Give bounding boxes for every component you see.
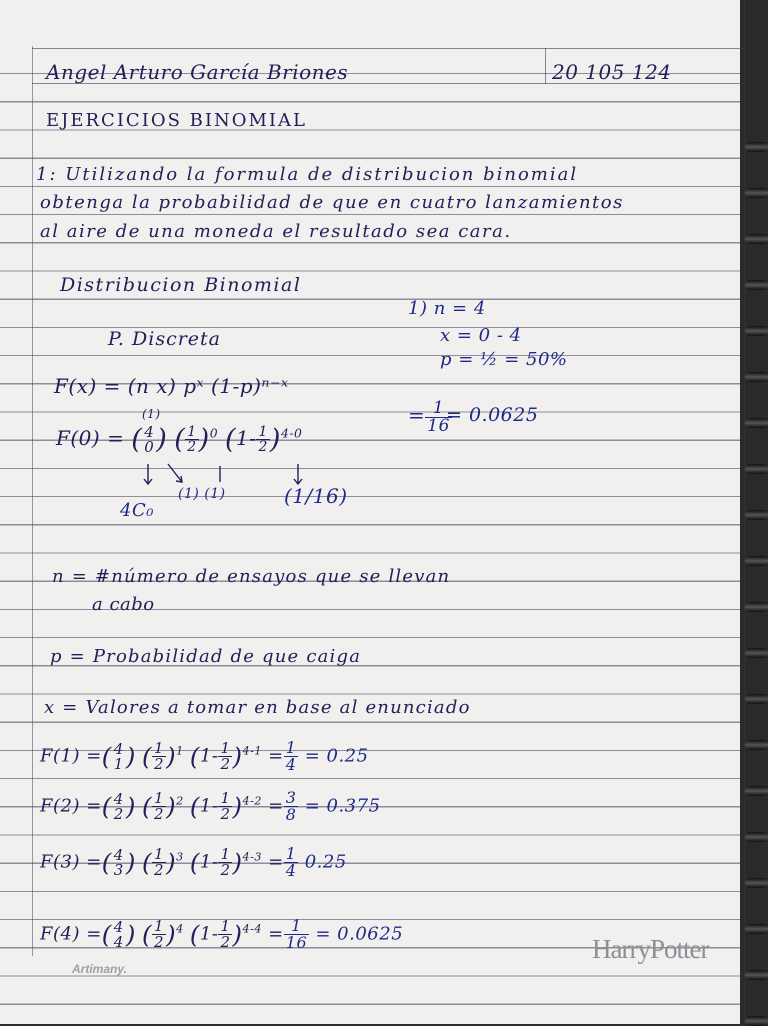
calc-denominator: 4	[285, 755, 297, 774]
calc-result: = 0.0625	[315, 923, 404, 945]
calc-p-exp: 3	[176, 850, 184, 864]
calc-q-exp: 4-4	[242, 922, 262, 936]
definition-n: n = #número de ensayos que se llevan	[52, 566, 451, 587]
harry-potter-logo: HarryPotter	[592, 934, 709, 964]
calc-row: F(1) =( 4 1 ) ( $\frac{1}{2}$ )$^1$ (1- $\frac{1}{2}$ )$^{4-1}$ = $\frac{1}{4}$ = 0.25	[40, 738, 369, 774]
calc-numerator: 1	[284, 918, 309, 935]
spiral-ring	[745, 1016, 768, 1026]
calc-lhs: F(1) =	[40, 745, 102, 767]
calc-c-top: 4	[113, 845, 124, 864]
calc-c-bot: 1	[113, 754, 124, 773]
definition-x: x = Valores a tomar en base al enunciado	[44, 697, 471, 718]
calc-c-bot: 3	[113, 860, 124, 879]
f0-ones-note: (1) (1)	[178, 486, 226, 502]
spiral-ring	[745, 602, 768, 612]
calc-numerator: 1	[285, 844, 297, 863]
student-id: 20 105 124	[552, 60, 672, 84]
calc-row: F(3) =( 4 3 ) ( $\frac{1}{2}$ )$^3$ (1- $\frac{1}{2}$ )$^{4-3}$ = $\frac{1}{4}$ 0.25	[40, 844, 347, 880]
calc-numerator: 1	[285, 738, 297, 757]
spiral-ring	[745, 234, 768, 244]
calc-c-top: 4	[113, 917, 124, 936]
f0-label: F(0) =	[56, 426, 125, 450]
f0-fraction: = $\frac{1}{16}$	[408, 398, 450, 436]
given-x: x = 0 - 4	[440, 325, 522, 346]
calc-q-exp: 4-2	[242, 794, 262, 808]
f0-numerator: 1	[425, 400, 452, 418]
spiral-ring	[745, 786, 768, 796]
student-name: Angel Arturo García Briones	[46, 60, 349, 84]
spiral-ring	[745, 142, 768, 152]
general-formula: F(x) = (n x) pˣ (1-p)ⁿ⁻ˣ	[54, 374, 289, 398]
spiral-ring	[745, 510, 768, 520]
calc-q-exp: 4-3	[242, 850, 262, 864]
spiral-ring	[745, 924, 768, 934]
f0-small-note: (1)	[142, 407, 161, 421]
problem-line-2: obtenga la probabilidad de que en cuatro lanzamientos	[40, 192, 624, 213]
definition-n-cont: a cabo	[92, 594, 155, 615]
calc-denominator: 16	[285, 933, 308, 952]
f0-lhs: F(0) = ( 4 0 ) ( $\frac{1}{2}$ )$^0$ (1- $\frac{1}{2}$ )$^{4-0}$	[56, 422, 303, 456]
spiral-ring	[745, 326, 768, 336]
f0-combination-note: 4C₀	[120, 500, 154, 521]
spiral-ring	[745, 740, 768, 750]
calc-p-exp: 1	[176, 744, 184, 758]
f0-arrows	[140, 462, 320, 492]
spiral-ring	[745, 372, 768, 382]
calc-result: = 0.375	[304, 795, 381, 817]
spiral-ring	[745, 970, 768, 980]
page-subject: EJERCICIOS BINOMIAL	[46, 110, 307, 131]
calc-result: 0.25	[304, 851, 347, 873]
spiral-ring	[745, 280, 768, 290]
calc-numerator: 3	[285, 788, 297, 807]
calc-p-exp: 2	[176, 794, 184, 808]
calc-denominator: 4	[285, 861, 297, 880]
calc-row: F(4) =( 4 4 ) ( $\frac{1}{2}$ )$^4$ (1- $\frac{1}{2}$ )$^{4-4}$ = $\frac{1}{16}$ = 0.0625	[40, 916, 404, 952]
calc-c-bot: 2	[113, 804, 124, 823]
f0-sixteenth-note: (1/16)	[284, 484, 348, 508]
spiral-ring	[745, 648, 768, 658]
calc-denominator: 8	[285, 805, 297, 824]
calc-result: = 0.25	[304, 745, 369, 767]
calc-c-bot: 4	[113, 932, 124, 951]
calc-lhs: F(3) =	[40, 851, 102, 873]
definition-p: p = Probabilidad de que caiga	[50, 646, 362, 667]
calc-lhs: F(4) =	[40, 923, 102, 945]
f0-result: = 0.0625	[446, 404, 539, 426]
spiral-ring	[745, 878, 768, 888]
problem-line-1: 1: Utilizando la formula de distribucion binomial	[36, 164, 579, 185]
spiral-ring	[745, 188, 768, 198]
artimany-watermark: Artimany.	[72, 962, 127, 976]
spiral-ring	[745, 832, 768, 842]
spiral-ring	[745, 418, 768, 428]
calc-q-exp: 4-1	[242, 744, 262, 758]
section-title: Distribucion Binomial	[60, 274, 302, 296]
calc-p-exp: 4	[176, 922, 184, 936]
calc-row: F(2) =( 4 2 ) ( $\frac{1}{2}$ )$^2$ (1- $\frac{1}{2}$ )$^{4-2}$ = $\frac{3}{8}$ = 0.375	[40, 788, 381, 824]
spiral-ring	[745, 556, 768, 566]
problem-line-3: al aire de una moneda el resultado sea cara.	[40, 221, 512, 242]
spiral-ring	[745, 464, 768, 474]
given-p: p = ½ = 50%	[440, 349, 568, 370]
calc-c-top: 4	[113, 739, 124, 758]
calc-c-top: 4	[113, 789, 124, 808]
given-n: 1) n = 4	[408, 298, 486, 319]
section-subtitle: P. Discreta	[108, 328, 222, 350]
header-divider	[545, 48, 546, 84]
left-margin-line	[32, 46, 33, 956]
f0-exponent: 4-0	[280, 425, 303, 441]
calc-lhs: F(2) =	[40, 795, 102, 817]
f0-denominator: 16	[427, 416, 450, 436]
spiral-ring	[745, 694, 768, 704]
